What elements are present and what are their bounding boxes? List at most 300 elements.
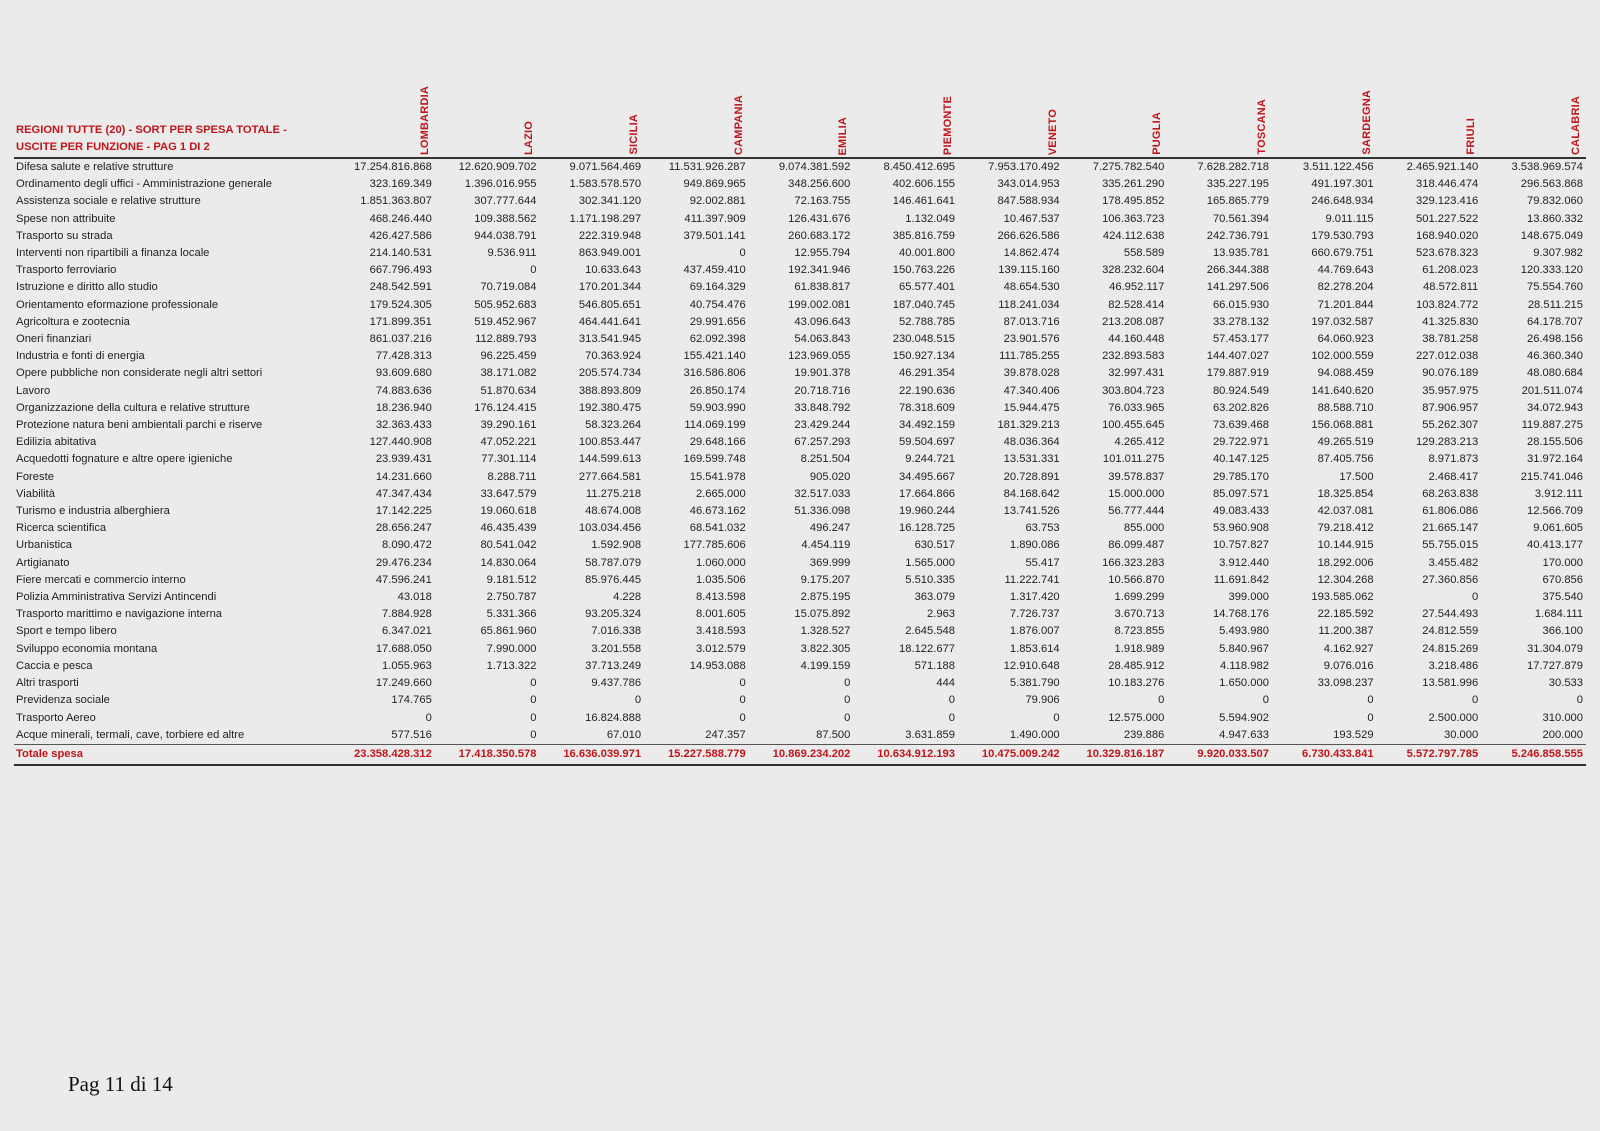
cell-value: 44.769.643 xyxy=(1317,264,1374,277)
cell-value: 0 xyxy=(435,727,540,745)
cell-value: 3.218.486 xyxy=(1428,659,1479,672)
cell-value: 52.788.785 xyxy=(899,315,956,328)
cell-value: 0 xyxy=(530,694,537,707)
cell-value: 79.218.412 xyxy=(1317,522,1374,535)
cell-value: 88.588.710 xyxy=(1317,401,1374,414)
page-number: Pag 11 di 14 xyxy=(68,1072,173,1096)
cell-value: 32.363.433 xyxy=(375,419,432,432)
cell-value: 2.665.000 xyxy=(695,487,746,500)
table-row xyxy=(14,469,1586,486)
cell-value: 42.037.081 xyxy=(1317,505,1374,518)
cell-value: 47.340.406 xyxy=(1003,384,1060,397)
cell-value: 468.246.440 xyxy=(369,212,432,225)
spending-table xyxy=(14,84,1586,766)
cell-value: 0 xyxy=(1053,711,1060,724)
cell-value: 3.201.558 xyxy=(591,642,642,655)
cell-value: 213.208.087 xyxy=(1102,315,1165,328)
cell-value: 48.572.811 xyxy=(1423,281,1479,294)
cell-value: 4.454.119 xyxy=(801,539,851,552)
cell-value: 87.405.756 xyxy=(1317,453,1374,466)
cell-value: 14.830.064 xyxy=(480,556,537,569)
row-label: Sport e tempo libero xyxy=(16,625,117,638)
cell-value: 192.341.946 xyxy=(788,264,851,277)
cell-value: 192.380.475 xyxy=(578,401,642,414)
cell-value: 120.333.120 xyxy=(1520,264,1583,277)
cell-value: 24.815.269 xyxy=(1422,642,1479,655)
cell-value: 33.848.792 xyxy=(794,401,851,414)
table-row xyxy=(14,417,1586,434)
cell-value: 239.886 xyxy=(1063,727,1168,745)
cell-value: 90.076.189 xyxy=(1422,367,1479,380)
cell-value: 8.450.412.695 xyxy=(883,161,956,173)
cell-value: 232.893.583 xyxy=(1102,350,1165,363)
cell-value: 28.485.912 xyxy=(1108,659,1165,672)
cell-value: 155.421.140 xyxy=(683,350,746,363)
row-label: Istruzione e diritto allo studio xyxy=(16,281,158,294)
cell-value: 316.586.806 xyxy=(683,367,746,380)
cell-value: 8.723.855 xyxy=(1114,625,1165,638)
cell-value: 68.541.032 xyxy=(689,522,746,535)
total-value: 16.636.039.971 xyxy=(539,744,644,765)
cell-value: 577.516 xyxy=(330,727,435,745)
cell-value: 199.002.081 xyxy=(788,298,851,311)
row-label: Interventi non ripartibili a finanza locale xyxy=(16,247,210,260)
cell-value: 366.100 xyxy=(1542,625,1583,638)
row-label: Previdenza sociale xyxy=(16,694,110,707)
cell-value: 46.673.162 xyxy=(689,505,746,518)
cell-value: 1.890.086 xyxy=(1009,539,1060,552)
cell-value: 335.227.195 xyxy=(1206,178,1269,191)
cell-value: 1.317.420 xyxy=(1009,591,1060,604)
total-value: 10.475.009.242 xyxy=(958,744,1063,765)
row-label: Foreste xyxy=(16,470,54,483)
cell-value: 855.000 xyxy=(1123,522,1165,535)
cell-value: 28.656.247 xyxy=(375,522,432,535)
cell-value: 19.060.618 xyxy=(480,505,537,518)
cell-value: 8.413.598 xyxy=(695,591,746,604)
cell-value: 38.781.258 xyxy=(1422,333,1479,346)
cell-value: 3.511.122.456 xyxy=(1302,161,1374,173)
cell-value: 246.648.934 xyxy=(1311,195,1374,208)
cell-value: 177.785.606 xyxy=(683,539,746,552)
cell-value: 39.290.161 xyxy=(480,419,537,432)
cell-value: 1.650.000 xyxy=(1219,677,1269,690)
cell-value: 179.530.793 xyxy=(1311,229,1374,242)
cell-value: 2.875.195 xyxy=(800,591,851,604)
cell-value: 303.804.723 xyxy=(1102,384,1165,397)
total-value: 10.869.234.202 xyxy=(749,744,854,765)
cell-value: 22.190.636 xyxy=(899,384,956,397)
row-label: Caccia e pesca xyxy=(16,659,93,672)
cell-value: 7.953.170.492 xyxy=(988,161,1060,173)
row-label: Assistenza sociale e relative strutture xyxy=(16,195,201,208)
row-label: Edilizia abitativa xyxy=(16,436,97,449)
cell-value: 7.275.782.540 xyxy=(1092,161,1165,173)
cell-value: 61.838.817 xyxy=(794,281,851,294)
cell-value: 100.455.645 xyxy=(1102,419,1165,432)
cell-value: 9.011.115 xyxy=(1325,212,1374,225)
cell-value: 179.524.305 xyxy=(369,298,432,311)
cell-value: 5.493.980 xyxy=(1219,625,1269,638)
cell-value: 444 xyxy=(936,677,956,690)
cell-value: 8.971.873 xyxy=(1428,453,1479,466)
table-row xyxy=(14,572,1586,589)
cell-value: 13.860.332 xyxy=(1527,212,1583,225)
table-row xyxy=(14,314,1586,331)
cell-value: 150.927.134 xyxy=(892,350,956,363)
cell-value: 92.002.881 xyxy=(689,195,746,208)
cell-value: 523.678.323 xyxy=(1416,247,1479,260)
row-label: Acquedotti fognature e altre opere igieniche xyxy=(16,453,233,466)
cell-value: 17.664.866 xyxy=(899,487,956,500)
cell-value: 3.912.440 xyxy=(1219,556,1269,569)
cell-value: 23.939.431 xyxy=(375,453,432,466)
cell-value: 0 xyxy=(1367,711,1374,724)
cell-value: 8.001.605 xyxy=(695,608,746,621)
cell-value: 3.912.111 xyxy=(1534,487,1583,500)
cell-value: 8.090.472 xyxy=(382,539,432,552)
cell-value: 126.431.676 xyxy=(788,212,851,225)
cell-value: 7.990.000 xyxy=(486,642,537,655)
cell-value: 1.853.614 xyxy=(1009,642,1060,655)
cell-value: 10.566.870 xyxy=(1108,573,1165,586)
cell-value: 61.208.023 xyxy=(1422,264,1479,277)
cell-value: 168.940.020 xyxy=(1416,229,1479,242)
region-header-campania xyxy=(644,84,749,158)
cell-value: 426.427.586 xyxy=(369,229,432,242)
cell-value: 12.566.709 xyxy=(1527,505,1583,518)
cell-value: 70.719.084 xyxy=(480,281,537,294)
cell-value: 0 xyxy=(530,264,537,277)
cell-value: 17.142.225 xyxy=(375,505,432,518)
cell-value: 33.098.237 xyxy=(1317,677,1374,690)
cell-value: 48.654.530 xyxy=(1003,281,1060,294)
cell-value: 87.500 xyxy=(749,727,854,745)
cell-value: 2.645.548 xyxy=(905,625,956,638)
cell-value: 9.244.721 xyxy=(905,453,956,466)
cell-value: 53.960.908 xyxy=(1212,522,1269,535)
cell-value: 112.889.793 xyxy=(475,333,537,346)
cell-value: 7.884.928 xyxy=(382,608,432,621)
cell-value: 660.679.751 xyxy=(1311,247,1374,260)
cell-value: 39.578.837 xyxy=(1108,470,1165,483)
cell-value: 26.498.156 xyxy=(1527,333,1583,346)
cell-value: 19.960.244 xyxy=(899,505,956,518)
total-value: 17.418.350.578 xyxy=(435,744,540,765)
cell-value: 630.517 xyxy=(914,539,956,552)
cell-value: 61.806.086 xyxy=(1422,505,1479,518)
cell-value: 944.038.791 xyxy=(474,229,537,242)
cell-value: 59.504.697 xyxy=(899,436,956,449)
cell-value: 2.750.787 xyxy=(486,591,537,604)
row-label: Trasporto Aereo xyxy=(16,711,96,724)
cell-value: 4.199.159 xyxy=(800,659,851,672)
table-row xyxy=(14,692,1586,709)
table-row xyxy=(14,727,1586,745)
cell-value: 13.531.331 xyxy=(1003,453,1060,466)
cell-value: 46.360.340 xyxy=(1527,350,1583,363)
cell-value: 277.664.581 xyxy=(578,470,642,483)
cell-value: 21.665.147 xyxy=(1422,522,1479,535)
cell-value: 123.969.055 xyxy=(788,350,851,363)
region-header-friuli xyxy=(1377,84,1482,158)
cell-value: 93.205.324 xyxy=(585,608,642,621)
cell-value: 28.155.506 xyxy=(1527,436,1583,449)
cell-value: 847.588.934 xyxy=(997,195,1060,208)
cell-value: 1.328.527 xyxy=(800,625,851,638)
cell-value: 86.099.487 xyxy=(1108,539,1165,552)
row-label: Artigianato xyxy=(16,556,70,569)
cell-value: 77.428.313 xyxy=(375,350,432,363)
cell-value: 0 xyxy=(739,677,746,690)
cell-value: 187.040.745 xyxy=(892,298,956,311)
cell-value: 30.533 xyxy=(1548,677,1583,690)
cell-value: 318.446.474 xyxy=(1416,178,1479,191)
cell-value: 1.035.506 xyxy=(695,573,746,586)
cell-value: 29.991.656 xyxy=(689,315,746,328)
cell-value: 379.501.141 xyxy=(683,229,746,242)
cell-value: 13.935.781 xyxy=(1212,247,1269,260)
cell-value: 546.805.651 xyxy=(578,298,642,311)
region-name: EMILIA xyxy=(837,116,850,155)
cell-value: 9.074.381.592 xyxy=(778,161,851,173)
cell-value: 100.853.447 xyxy=(578,436,642,449)
cell-value: 49.083.433 xyxy=(1212,505,1269,518)
cell-value: 27.360.856 xyxy=(1422,573,1479,586)
cell-value: 174.765 xyxy=(391,694,432,707)
cell-value: 14.953.088 xyxy=(689,659,746,672)
cell-value: 33.647.579 xyxy=(480,487,537,500)
row-label: Protezione natura beni ambientali parchi e riserve xyxy=(16,419,263,432)
cell-value: 181.329.213 xyxy=(997,419,1060,432)
cell-value: 55.755.015 xyxy=(1422,539,1479,552)
cell-value: 150.763.226 xyxy=(892,264,956,277)
cell-value: 13.741.526 xyxy=(1003,505,1060,518)
cell-value: 73.639.468 xyxy=(1212,419,1269,432)
cell-value: 166.323.283 xyxy=(1102,556,1165,569)
region-name: PUGLIA xyxy=(1151,112,1164,155)
cell-value: 31.304.079 xyxy=(1527,642,1583,655)
cell-value: 571.188 xyxy=(914,659,956,672)
cell-value: 0 xyxy=(530,677,537,690)
cell-value: 1.684.111 xyxy=(1534,608,1583,621)
cell-value: 144.599.613 xyxy=(578,453,642,466)
cell-value: 29.648.166 xyxy=(689,436,746,449)
row-label: Urbanistica xyxy=(16,539,72,552)
cell-value: 75.554.760 xyxy=(1527,281,1583,294)
cell-value: 18.325.854 xyxy=(1317,487,1374,500)
cell-value: 9.437.786 xyxy=(591,677,642,690)
cell-value: 20.728.891 xyxy=(1003,470,1060,483)
row-label: Agricoltura e zootecnia xyxy=(16,315,130,328)
cell-value: 5.331.366 xyxy=(486,608,537,621)
cell-value: 74.883.636 xyxy=(375,384,432,397)
cell-value: 48.036.364 xyxy=(1003,436,1060,449)
cell-value: 37.713.249 xyxy=(585,659,642,672)
cell-value: 266.626.586 xyxy=(997,229,1060,242)
title-line-2: USCITE PER FUNZIONE - PAG 1 DI 2 xyxy=(16,141,210,153)
table-row xyxy=(14,434,1586,451)
cell-value: 3.418.593 xyxy=(695,625,746,638)
cell-value: 519.452.967 xyxy=(474,315,537,328)
cell-value: 4.947.633 xyxy=(1167,727,1272,745)
cell-value: 266.344.388 xyxy=(1206,264,1269,277)
cell-value: 10.757.827 xyxy=(1212,539,1269,552)
cell-value: 18.122.677 xyxy=(899,642,956,655)
cell-value: 111.785.255 xyxy=(999,350,1060,363)
cell-value: 0 xyxy=(425,711,432,724)
cell-value: 59.903.990 xyxy=(689,401,746,414)
cell-value: 0 xyxy=(844,694,851,707)
cell-value: 63.753 xyxy=(1025,522,1060,535)
cell-value: 193.529 xyxy=(1272,727,1377,745)
cell-value: 23.901.576 xyxy=(1003,333,1060,346)
cell-value: 3.538.969.574 xyxy=(1511,161,1583,173)
cell-value: 148.675.049 xyxy=(1520,229,1583,242)
cell-value: 1.876.007 xyxy=(1009,625,1060,638)
cell-value: 222.319.948 xyxy=(578,229,642,242)
cell-value: 127.440.908 xyxy=(369,436,432,449)
region-header-lazio xyxy=(435,84,540,158)
region-name: CAMPANIA xyxy=(732,94,745,155)
cell-value: 302.341.120 xyxy=(578,195,642,208)
total-value: 6.730.433.841 xyxy=(1272,744,1377,765)
cell-value: 84.168.642 xyxy=(1003,487,1060,500)
cell-value: 5.510.335 xyxy=(905,573,956,586)
table-row xyxy=(14,193,1586,210)
cell-value: 248.542.591 xyxy=(369,281,432,294)
cell-value: 9.061.605 xyxy=(1533,522,1583,535)
cell-value: 64.060.923 xyxy=(1317,333,1374,346)
cell-value: 4.118.982 xyxy=(1219,659,1269,672)
cell-value: 35.957.975 xyxy=(1422,384,1479,397)
table-row xyxy=(14,331,1586,348)
cell-value: 558.589 xyxy=(1123,247,1165,260)
cell-value: 68.263.838 xyxy=(1422,487,1479,500)
cell-value: 0 xyxy=(530,711,537,724)
table-row xyxy=(14,158,1586,176)
table-row xyxy=(14,623,1586,640)
cell-value: 70.561.394 xyxy=(1212,212,1269,225)
cell-value: 170.201.344 xyxy=(578,281,642,294)
cell-value: 242.736.791 xyxy=(1206,229,1269,242)
region-header-sicilia xyxy=(539,84,644,158)
region-name: LAZIO xyxy=(523,121,536,155)
cell-value: 0 xyxy=(1576,694,1583,707)
cell-value: 17.727.879 xyxy=(1527,659,1583,672)
cell-value: 26.850.174 xyxy=(689,384,746,397)
cell-value: 1.055.963 xyxy=(382,659,432,672)
cell-value: 165.865.779 xyxy=(1206,195,1269,208)
cell-value: 15.944.475 xyxy=(1003,401,1060,414)
cell-value: 72.163.755 xyxy=(794,195,851,208)
cell-value: 2.963 xyxy=(927,608,956,621)
cell-value: 48.080.684 xyxy=(1527,367,1583,380)
cell-value: 169.599.748 xyxy=(683,453,746,466)
cell-value: 103.824.772 xyxy=(1416,298,1479,311)
table-row xyxy=(14,279,1586,296)
total-value: 10.634.912.193 xyxy=(853,744,958,765)
cell-value: 27.544.493 xyxy=(1422,608,1479,621)
table-row xyxy=(14,555,1586,572)
cell-value: 51.336.098 xyxy=(794,505,851,518)
cell-value: 9.307.982 xyxy=(1533,247,1583,260)
table-row xyxy=(14,451,1586,468)
cell-value: 179.887.919 xyxy=(1206,367,1269,380)
cell-value: 44.160.448 xyxy=(1108,333,1165,346)
cell-value: 197.032.587 xyxy=(1311,315,1374,328)
row-label: Oneri finanziari xyxy=(16,333,92,346)
cell-value: 102.000.559 xyxy=(1311,350,1374,363)
cell-value: 385.816.759 xyxy=(892,229,956,242)
cell-value: 369.999 xyxy=(809,556,851,569)
cell-value: 46.291.354 xyxy=(899,367,956,380)
cell-value: 1.918.989 xyxy=(1114,642,1165,655)
cell-value: 5.594.902 xyxy=(1219,711,1269,724)
total-value: 15.227.588.779 xyxy=(644,744,749,765)
cell-value: 8.251.504 xyxy=(800,453,851,466)
cell-value: 87.906.957 xyxy=(1422,401,1479,414)
cell-value: 307.777.644 xyxy=(474,195,537,208)
cell-value: 0 xyxy=(844,711,851,724)
cell-value: 0 xyxy=(948,694,956,707)
region-header-lombardia xyxy=(330,84,435,158)
table-row xyxy=(14,675,1586,692)
cell-value: 15.541.978 xyxy=(689,470,746,483)
cell-value: 0 xyxy=(1262,694,1269,707)
cell-value: 0 xyxy=(1471,694,1479,707)
cell-value: 1.490.000 xyxy=(958,727,1063,745)
cell-value: 8.288.711 xyxy=(487,470,537,483)
cell-value: 227.012.038 xyxy=(1416,350,1479,363)
cell-value: 19.901.378 xyxy=(794,367,851,380)
cell-value: 17.688.050 xyxy=(375,642,432,655)
cell-value: 76.033.965 xyxy=(1108,401,1165,414)
cell-value: 55.262.307 xyxy=(1422,419,1479,432)
cell-value: 4.162.927 xyxy=(1323,642,1374,655)
cell-value: 29.785.170 xyxy=(1212,470,1269,483)
cell-value: 40.147.125 xyxy=(1212,453,1269,466)
cell-value: 205.574.734 xyxy=(578,367,642,380)
cell-value: 64.178.707 xyxy=(1527,315,1583,328)
cell-value: 328.232.604 xyxy=(1102,264,1165,277)
cell-value: 96.225.459 xyxy=(480,350,537,363)
cell-value: 335.261.290 xyxy=(1102,178,1165,191)
cell-value: 10.144.915 xyxy=(1317,539,1374,552)
cell-value: 82.278.204 xyxy=(1317,281,1374,294)
cell-value: 2.465.921.140 xyxy=(1406,161,1479,173)
cell-value: 56.777.444 xyxy=(1108,505,1165,518)
table-row xyxy=(14,537,1586,554)
row-label: Turismo e industria alberghiera xyxy=(16,505,170,518)
cell-value: 7.628.282.718 xyxy=(1197,161,1269,173)
region-name: TOSCANA xyxy=(1255,99,1268,155)
cell-value: 7.016.338 xyxy=(591,625,642,638)
table-row xyxy=(14,262,1586,279)
region-header-piemonte xyxy=(853,84,958,158)
cell-value: 20.718.716 xyxy=(794,384,851,397)
cell-value: 4.228 xyxy=(613,591,642,604)
cell-value: 12.620.909.702 xyxy=(458,161,537,173)
cell-value: 1.583.578.570 xyxy=(569,178,642,191)
cell-value: 11.200.387 xyxy=(1318,625,1374,638)
cell-value: 32.997.431 xyxy=(1108,367,1165,380)
cell-value: 16.128.725 xyxy=(899,522,956,535)
table-body xyxy=(14,158,1586,765)
cell-value: 33.278.132 xyxy=(1212,315,1269,328)
cell-value: 667.796.493 xyxy=(369,264,432,277)
cell-value: 10.633.643 xyxy=(585,264,642,277)
